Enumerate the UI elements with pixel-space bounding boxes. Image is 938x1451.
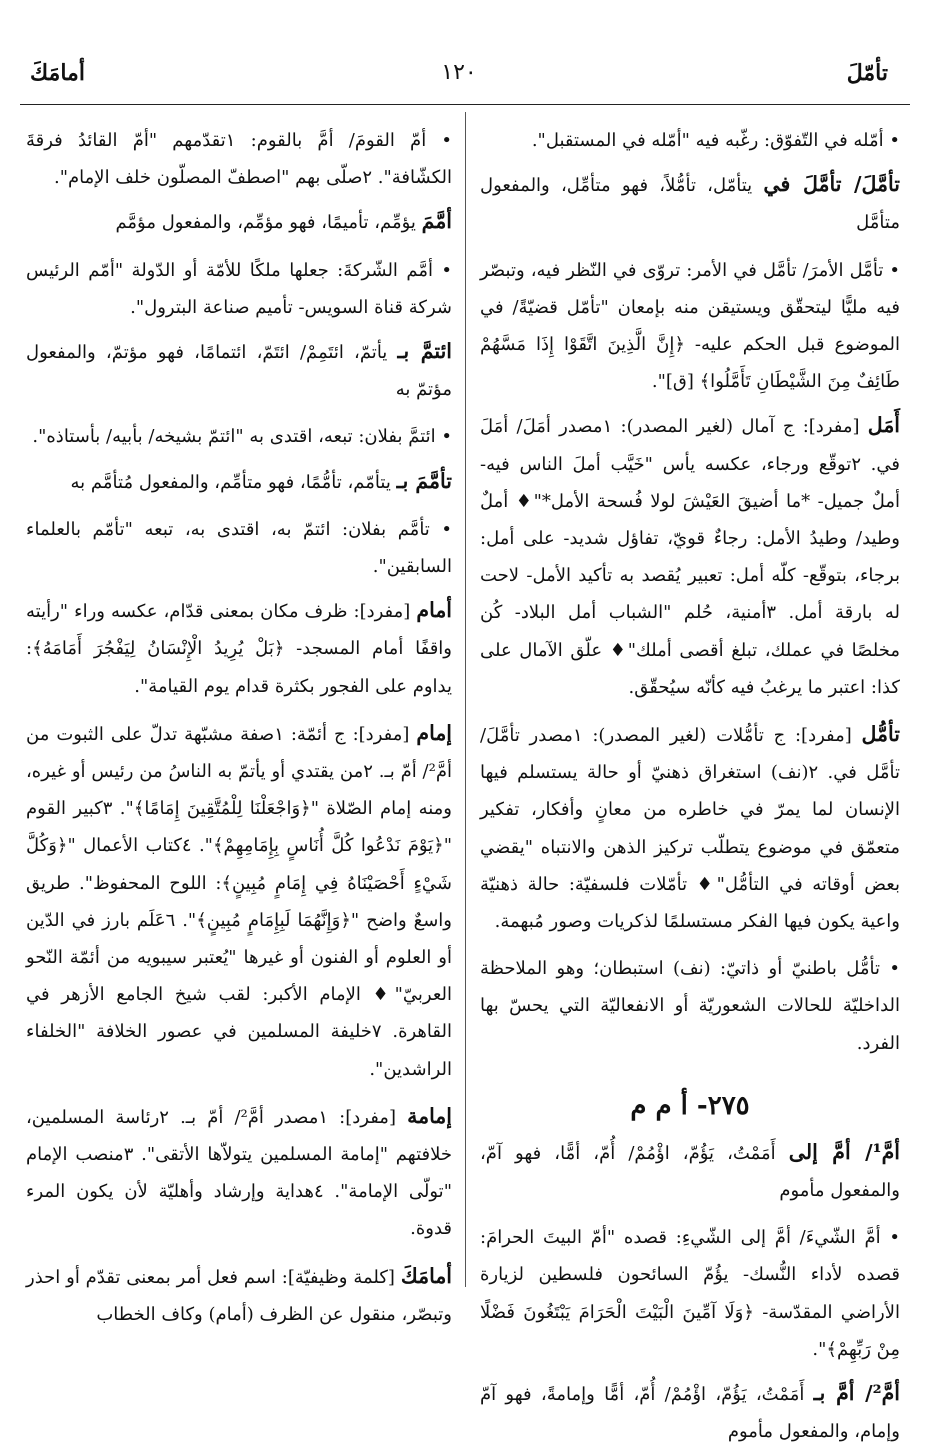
dictionary-entry — [480, 1134, 900, 1209]
dictionary-entry — [480, 1375, 900, 1450]
entry-headword: أمَّ¹/ أمَّ إلى — [788, 1139, 900, 1164]
entry-text: [مفرد]: ١مصدر أمَّ²/ أمّ بـ. ٢رئاسة المسلمين، خلافتهم "إمامة المسلمين يتولاّها الأتقى". ٣منصب الإمام "تولّى الإمامة". ٤هداية وإرشاد وأهليّة لأن يكون المرء قدوة. — [26, 1106, 452, 1240]
dictionary-entry — [26, 203, 452, 241]
entry-headword: أمام — [416, 598, 452, 623]
dictionary-entry — [26, 1098, 452, 1248]
entry-headword: إمام — [416, 720, 452, 745]
dictionary-entry — [26, 1258, 452, 1333]
entry-text: [مفرد]: ج أئمّة: ١صفة مشبّهة تدلّ على الثبوت من أمَّ²/ أمّ بـ. ٢من يقتدي أو يأتمّ به الناسُ من رئيس أو غيره، ومنه إمام الصّلاة "﴿وَاجْعَلْنَا لِلْمُتَّقِينَ إِمَامًا﴾". ٣كبير القوم "﴿يَوْمَ نَدْعُوا كُلَّ أُنَاسٍ بِإِمَامِهِمْ﴾". ٤كتاب الأعمال "﴿وَكُلَّ شَيْءٍ أَحْصَيْنَاهُ فِي إِمَامٍ مُبِينٍ﴾: اللوح المحفوظ". طريق واسعٌ واضح "﴿وَإِنَّهُمَا لَبِإِمَامٍ مُبِينٍ﴾". ٦عَلَم بارز في الدّين أو العلوم أو الفنون أو غيرها "يُعتبر سيبويه من أئمّة النّحو العربيّ"♦ الإمام الأكبر: لقب شيخ الجامع الأزهر في القاهرة. ٧خليفة المسلمين في عصور الخلافة "الخلفاء الراشدين". — [26, 723, 452, 1080]
dictionary-entry — [26, 463, 452, 501]
dictionary-entry — [480, 407, 900, 706]
root-section-title: ٢٧٥- أ م م — [630, 1090, 750, 1121]
entry-text: [مفرد]: ظرف مكان بمعنى قدّام، عكسه وراء "رأيته واقفًا أمام المسجد- ﴿بَلْ يُرِيدُ الْإِنْسَانُ لِيَفْجُرَ أَمَامَهُ﴾: يداوم على الفجور بكثرة قدام يوم القيامة". — [26, 601, 452, 697]
entry-text: يتأمّل، تأمُّلاً، فهو متأمِّل، والمفعول متأمَّل — [480, 175, 900, 234]
page-header — [30, 54, 888, 104]
entry-headword: أمَّمَ — [421, 209, 452, 234]
header-first-word: تأمّلَ — [846, 60, 888, 86]
entry-text: • أمَّم الشّركةَ: جعلها ملكًا للأمّة أو الدّولة "أمّم الرئيس شركة قناة السويس- تأميم صناعة البترول". — [26, 259, 452, 318]
entry-headword: إمامة — [407, 1103, 452, 1128]
entry-text: أَمَمْتُ، يَؤُمّ، اؤْمُمْ/ أُمّ، أمًّا وإمامةً، فهو آمّ وإمام، والمفعول مأموم — [480, 1384, 900, 1443]
dictionary-entry — [26, 122, 452, 196]
entry-text: يأتمّ، ائتَمِمْ/ ائتَمّ، ائتمامًا، فهو مؤتمّ، والمفعول مؤتمّ به — [26, 342, 452, 401]
dictionary-entry — [480, 1219, 900, 1368]
entry-text: • أمّله في التّفوّق: رغّبه فيه "أمّله في المستقبل". — [531, 130, 900, 151]
entry-headword: أمَّ²/ أمَّ بـ — [813, 1381, 900, 1406]
entry-headword: تأمَّمَ بـ — [396, 468, 452, 493]
header-last-word: أمامَكَ — [30, 60, 85, 86]
dictionary-entry — [26, 715, 452, 1088]
entry-text: أَمَمْتُ، يَؤُمّ، اؤْمُمْ/ أُمّ، أمًّا، فهو آمّ، والمفعول مأموم — [480, 1142, 900, 1202]
entry-text: يتأمّم، تأمُّمًا، فهو متأمِّم، والمفعول مُتأمَّم به — [70, 471, 397, 493]
entry-text: • تأمَّم بفلان: ائتمّ به، اقتدى به، تبعه "تأمّم بالعلماء السابقين". — [26, 518, 452, 578]
entry-text: يؤمِّم، تأميمًا، فهو مؤمِّم، والمفعول مؤمَّم — [115, 212, 422, 234]
entry-headword: تأمَّلَ/ تأمَّلَ في — [763, 172, 900, 197]
dictionary-entry — [480, 716, 900, 940]
left-column — [26, 122, 452, 1325]
dictionary-entry — [480, 122, 900, 159]
right-column — [480, 122, 901, 1443]
dictionary-entry — [26, 511, 452, 585]
header-rule — [20, 104, 910, 105]
dictionary-entry — [26, 592, 452, 705]
entry-text: • أمَّ الشّيءَ/ أمَّ إلى الشّيءِ: قصده "أمّ البيتَ الحرامَ: قصده لأداء النُّسك- يؤُمّ السائحون فلسطين لزيارة الأراضي المقدّسة- ﴿وَلَا آمِّينَ الْبَيْتَ الْحَرَامَ يَبْتَغُونَ فَضْلًا مِنْ رَبِّهِمْ﴾". — [480, 1227, 900, 1360]
entry-headword: أَمَل — [867, 413, 900, 438]
dictionary-entry — [26, 252, 452, 326]
dictionary-entry — [26, 333, 452, 408]
dictionary-entry — [26, 418, 452, 455]
entry-text: [مفرد]: ج تأمُّلات (لغير المصدر): ١مصدر تأمَّلَ/ تأمَّل في. ٢(نف) استغراق ذهنيّ أو حالة يستسلم فيها الإنسان لما يمرّ في خاطره من معانٍ وأفكار، تفكير متعمّق في موضوع يتطلّب تركيز الذهن والانتباه "يقضي بعض أوقاته في التأمُّل"♦ تأمّلات فلسفيّة: حالة ذهنيّة واعية يكون فيها الفكر مستسلمًا لذكريات وصور مُبهمة. — [480, 725, 901, 933]
dictionary-entry — [480, 166, 900, 241]
entry-text: [مفرد]: ج آمال (لغير المصدر): ١مصدر أمَلَ/ أمَلَ في. ٢توقّع ورجاء، عكسه يأس "خَيَّب أملَ الناس فيه- أملٌ جميل- *ما أضيقَ العَيْشَ لولا فُسحة الأمل*"♦ أملٌ وطيد/ وطيدُ الأمل: رجاءٌ قويّ، تفاؤل شديد- على أمل: برجاء، بتوقّع- كلّه أمل: تعبير يُقصد به تأكيد الأمل- لاحت له بارقة أمل. ٣أمنية، حُلم "الشباب أمل البلاد- كُن مخلصًا في عملك، تبلغ أقصى أملك"♦ علّق الآمال على كذا: اعتبر ما يرغبُ فيه كأنّه سيُحقّق. — [480, 416, 901, 698]
entry-text: [كلمة وظيفيّة]: اسم فعل أمر بمعنى تقدّم أو احذر وتبصّر، منقول عن الظرف (أمام) وكاف الخطاب — [26, 1266, 452, 1325]
column-divider — [465, 112, 466, 1287]
entry-text: • ائتمَّ بفلان: تبعه، اقتدى به "ائتمّ بشيخه/ بأبيه/ بأستاذه". — [32, 426, 452, 448]
entry-text: • تأمُّل باطنيّ أو ذاتيّ: (نف) استبطان؛ وهو الملاحظة الداخليّة للحالات الشعوريّة أو الانفعاليّة التي يحسّ بها الفرد. — [480, 958, 900, 1054]
entry-headword: تأمُّل — [861, 722, 900, 747]
entry-headword: أمامَكَ — [400, 1263, 452, 1288]
page-number: ١٢٠ — [441, 60, 477, 85]
entry-text: • تأمَّل الأمرَ/ تأمَّل في الأمر: تروّى في النّظر فيه، وتبصّر فيه مليًّا ليتحقّق ويستيقن منه بإمعان "تأمّل قضيّةً/ في الموضوع قبل الحكم عليه- ﴿إِنَّ الَّذِينَ اتَّقَوْا إِذَا مَسَّهُمْ طَائِفٌ مِنَ الشَّيْطَانِ تَأَمَّلُوا﴾ [ق]". — [480, 259, 900, 393]
entry-text: • أمّ القومَ/ أمَّ بالقوم: ١تقدّمهم "أمّ القائدُ فرقةَ الكشّافة". ٢صلّى بهم "اصطفّ المصلّون خلف الإمام". — [26, 130, 452, 189]
dictionary-entry — [480, 252, 900, 401]
entry-headword: ائتمَّ بـ — [397, 339, 452, 364]
dictionary-entry — [480, 950, 900, 1062]
